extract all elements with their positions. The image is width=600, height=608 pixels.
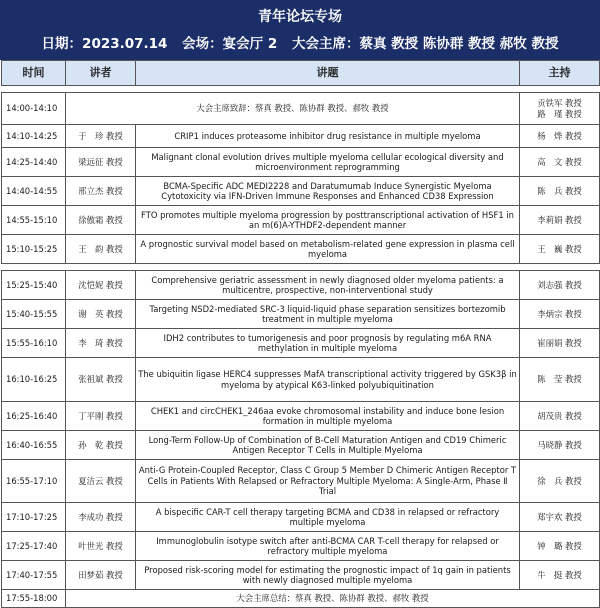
time-cell: 17:25-17:40 [2,532,66,561]
time-cell: 14:55-15:10 [2,206,66,235]
topic-cell: Immunoglobulin isotype switch after anti-BCMA CAR T-cell therapy for relapsed or refractory multiple myeloma [136,532,520,561]
table-row [2,503,600,532]
speaker-cell: 田梦茹 教授 [66,561,136,590]
topic-cell: IDH2 contributes to tumorigenesis and poor prognosis by regulating m6A RNA methylation in multiple myeloma [136,329,520,358]
closing-remarks: 大会主席总结：蔡真 教授、陈协群 教授、郝牧 教授 [66,590,600,608]
session-header [0,0,600,60]
host-cell: 陈 兵 教授 [520,177,600,206]
host-cell [520,93,600,125]
table-row [2,271,600,300]
schedule-table [1,60,600,608]
topic-cell: Comprehensive geriatric assessment in newly diagnosed older myeloma patients: a multicentre, prospective, non-interventional study [136,271,520,300]
topic-cell: Proposed risk-scoring model for estimating the prognostic impact of 1q gain in patients with newly diagnosed multiple myeloma [136,561,520,590]
time-cell: 15:25-15:40 [2,271,66,300]
host-cell: 陈 莹 教授 [520,358,600,402]
speaker-cell: 王 韵 教授 [66,235,136,264]
host-cell: 钟 璐 教授 [520,532,600,561]
table-row [2,125,600,148]
table-row [2,235,600,264]
time-cell: 14:00-14:10 [2,93,66,125]
session-info [0,32,600,52]
time-cell: 15:10-15:25 [2,235,66,264]
table-row [2,329,600,358]
spacer-row [2,86,600,93]
table-row [2,148,600,177]
host-cell: 徐 兵 教授 [520,460,600,503]
table-row [2,206,600,235]
topic-cell: A bispecific CAR-T cell therapy targeting BCMA and CD38 in relapsed or refractory multiple myeloma [136,503,520,532]
host-name: 贡铁军 教授 [537,98,582,108]
host-cell: 李炳宗 教授 [520,300,600,329]
speaker-cell: 于 珍 教授 [66,125,136,148]
host-cell: 郑宇欢 教授 [520,503,600,532]
col-header-time: 时间 [2,61,66,86]
speaker-cell: 李成功 教授 [66,503,136,532]
spacer-cell [2,264,600,271]
time-cell: 16:40-16:55 [2,431,66,460]
session-title: 青年论坛专场 [258,9,342,25]
opening-remarks: 大会主席致辞：蔡真 教授、陈协群 教授、郝牧 教授 [66,93,520,125]
table-row [2,358,600,402]
host-cell: 刘志强 教授 [520,271,600,300]
opening-row [2,93,600,125]
speaker-cell: 沈恺妮 教授 [66,271,136,300]
table-row [2,460,600,503]
speaker-cell: 叶世光 教授 [66,532,136,561]
topic-cell: Long-Term Follow-Up of Combination of B-Cell Maturation Antigen and CD19 Chimeric Antigen Receptor T Cells in Multiple Myeloma [136,431,520,460]
time-cell: 15:40-15:55 [2,300,66,329]
host-cell: 杨 烨 教授 [520,125,600,148]
col-header-topic: 讲题 [136,61,520,86]
time-cell: 14:10-14:25 [2,125,66,148]
topic-cell: Targeting NSD2-mediated SRC-3 liquid-liquid phase separation sensitizes bortezomib treatment in multiple myeloma [136,300,520,329]
speaker-cell: 孙 乾 教授 [66,431,136,460]
col-header-host: 主持 [520,61,600,86]
speaker-cell: 张祖斌 教授 [66,358,136,402]
host-cell: 崔丽娟 教授 [520,329,600,358]
host-cell: 王 巍 教授 [520,235,600,264]
time-cell: 14:25-14:40 [2,148,66,177]
time-cell: 14:40-14:55 [2,177,66,206]
speaker-cell: 梁远征 教授 [66,148,136,177]
time-cell: 16:55-17:10 [2,460,66,503]
table-row [2,177,600,206]
table-row [2,431,600,460]
time-cell: 17:10-17:25 [2,503,66,532]
speaker-cell: 徐傲霜 教授 [66,206,136,235]
topic-cell: BCMA-Specific ADC MEDI2228 and Daratumumab Induce Synergistic Myeloma Cytotoxicity via IFN-Driven Immune Responses and Enhanced CD38 Expression [136,177,520,206]
host-name: 路 瑾 教授 [537,108,582,119]
host-cell: 高 文 教授 [520,148,600,177]
topic-cell: Anti-G Protein-Coupled Receptor, Class C Group 5 Member D Chimeric Antigen Receptor T Cells in Patients With Relapsed or Refractory Multiple Myeloma: A Single-Arm, Phase Ⅱ Trial [136,460,520,503]
topic-cell: The ubiquitin ligase HERC4 suppresses MafA transcriptional activity triggered by GSK3β in myeloma by atypical K63-linked polyubiquitination [136,358,520,402]
speaker-cell: 李 琦 教授 [66,329,136,358]
host-cell: 马晓静 教授 [520,431,600,460]
time-cell: 15:55-16:10 [2,329,66,358]
time-cell: 17:55-18:00 [2,590,66,608]
table-header-row [2,61,600,86]
table-row [2,300,600,329]
host-cell: 牛 挺 教授 [520,561,600,590]
speaker-cell: 丁平刚 教授 [66,402,136,431]
table-row [2,532,600,561]
time-cell: 16:25-16:40 [2,402,66,431]
topic-cell: CRIP1 induces proteasome inhibitor drug resistance in multiple myeloma [136,125,520,148]
col-header-speaker: 讲者 [66,61,136,86]
session-venue: 会场：宴会厅 2 [182,36,278,52]
time-cell: 17:40-17:55 [2,561,66,590]
speaker-cell: 邢立杰 教授 [66,177,136,206]
topic-cell: CHEK1 and circCHEK1_246aa evoke chromosomal instability and induce bone lesion formation in multiple myeloma [136,402,520,431]
spacer-cell [2,86,600,93]
topic-cell: FTO promotes multiple myeloma progression by posttranscriptional activation of HSF1 in an m(6)A-YTHDF2-dependent manner [136,206,520,235]
speaker-cell: 夏洁云 教授 [66,460,136,503]
session-date: 日期：2023.07.14 [41,36,168,52]
table-row [2,561,600,590]
topic-cell: Malignant clonal evolution drives multiple myeloma cellular ecological diversity and microenvironment reprogramming [136,148,520,177]
speaker-cell: 谢 英 教授 [66,300,136,329]
session-chairs: 大会主席：蔡真 教授 陈协群 教授 郝牧 教授 [291,36,559,52]
spacer-row [2,264,600,271]
time-cell: 16:10-16:25 [2,358,66,402]
host-cell: 李莉娟 教授 [520,206,600,235]
host-cell: 胡茂贵 教授 [520,402,600,431]
topic-cell: A prognostic survival model based on metabolism-related gene expression in plasma cell myeloma [136,235,520,264]
table-row [2,402,600,431]
closing-row [2,590,600,608]
